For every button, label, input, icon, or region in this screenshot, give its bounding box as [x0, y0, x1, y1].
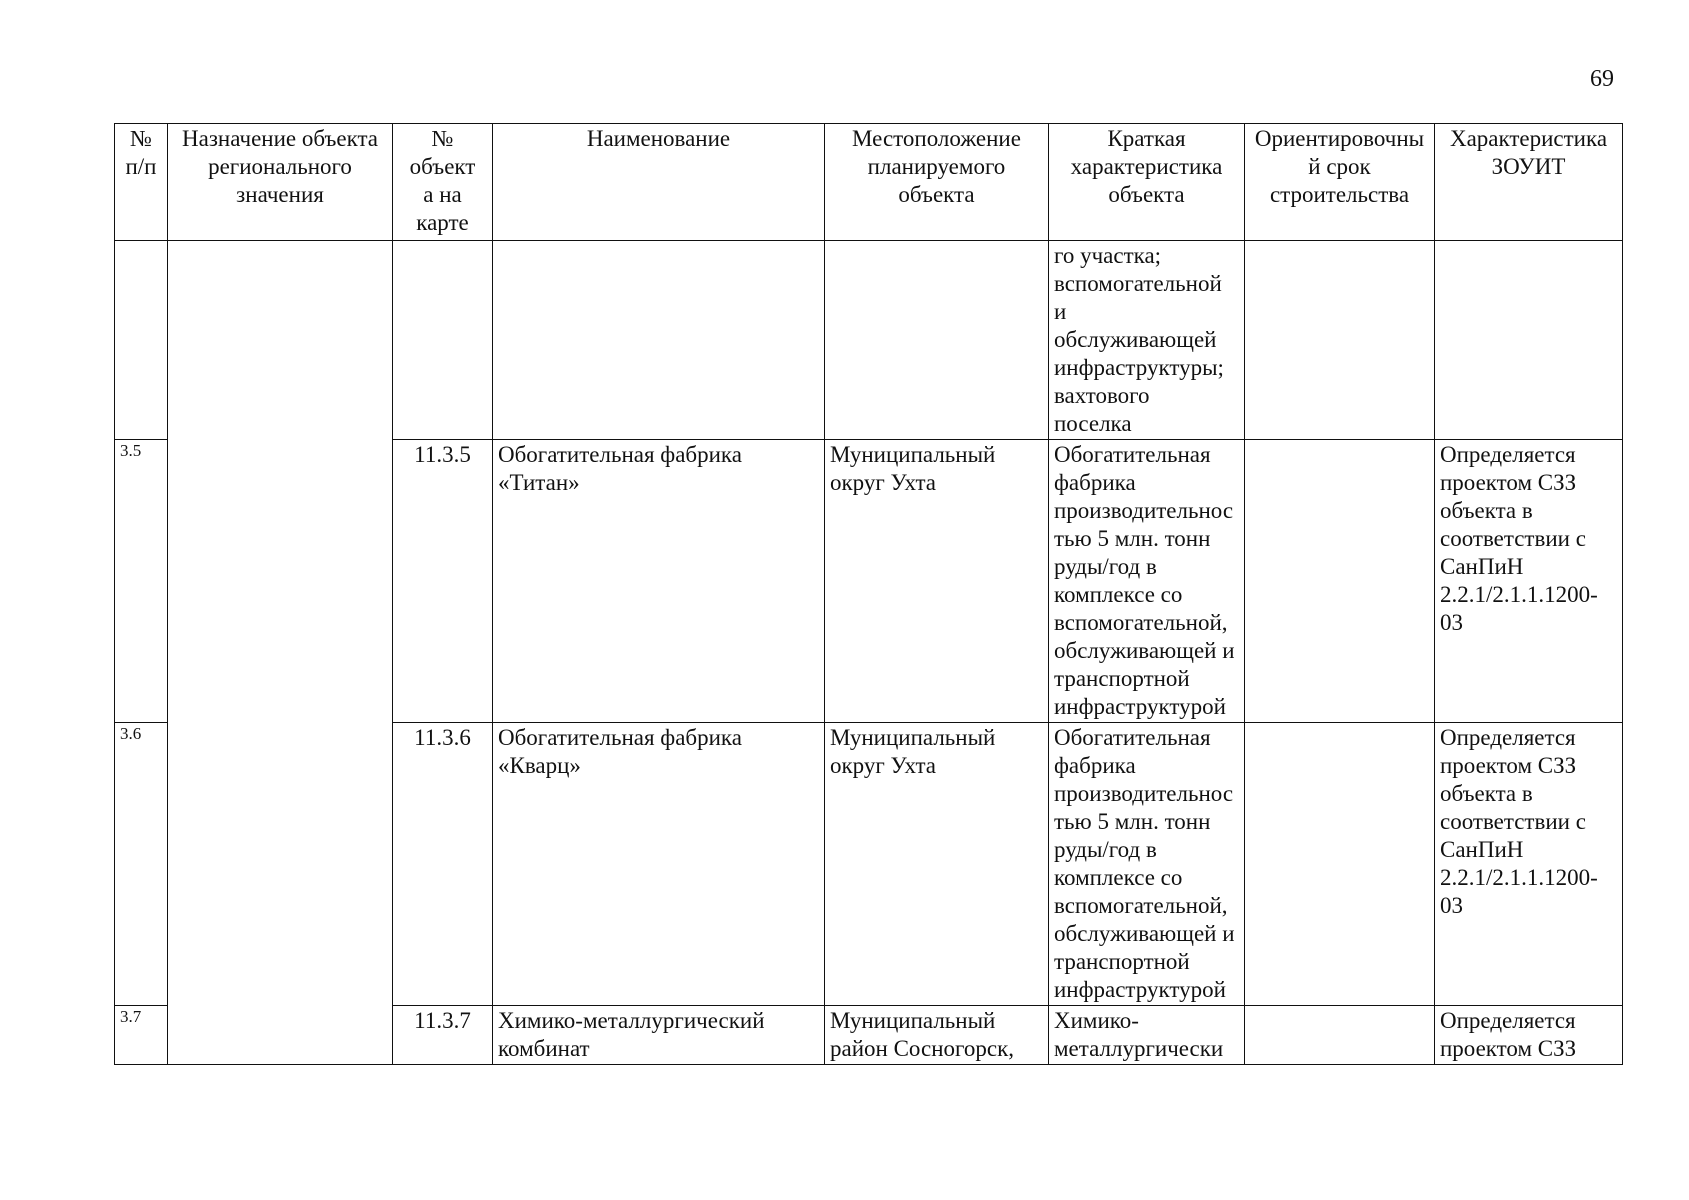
cell-map-num	[393, 241, 493, 440]
cell-num	[115, 241, 168, 440]
header-zouit: Характеристика ЗОУИТ	[1435, 124, 1623, 241]
cell-term	[1245, 1006, 1435, 1065]
cell-name: Обогатительная фабрика «Кварц»	[493, 723, 825, 1006]
cell-purpose-merged	[168, 241, 393, 1065]
page-number: 69	[1590, 66, 1614, 92]
cell-term	[1245, 723, 1435, 1006]
cell-map-num: 11.3.7	[393, 1006, 493, 1065]
cell-term	[1245, 440, 1435, 723]
table-row-continuation	[115, 241, 1623, 440]
cell-num: 3.6	[115, 723, 168, 1006]
header-location: Местоположение планируемого объекта	[825, 124, 1049, 241]
header-row-number: № п/п	[115, 124, 168, 241]
table-header-row	[115, 124, 1623, 241]
cell-name: Химико-металлургический комбинат	[493, 1006, 825, 1065]
cell-zouit	[1435, 241, 1623, 440]
cell-description: Обогатительная фабрика производительнос тью 5 млн. тонн руды/год в комплексе со вспомогательной, обслуживающей и транспортной инфраструктурой	[1049, 723, 1245, 1006]
cell-map-num: 11.3.6	[393, 723, 493, 1006]
cell-description: Обогатительная фабрика производительнос тью 5 млн. тонн руды/год в комплексе со вспомогательной, обслуживающей и транспортной инфраструктурой	[1049, 440, 1245, 723]
cell-description: Химико- металлургически	[1049, 1006, 1245, 1065]
cell-location: Муниципальный округ Ухта	[825, 440, 1049, 723]
cell-location: Муниципальный округ Ухта	[825, 723, 1049, 1006]
cell-description-continuation: го участка; вспомогательной и обслуживающей инфраструктуры; вахтового поселка	[1049, 241, 1245, 440]
cell-zouit: Определяется проектом СЗЗ	[1435, 1006, 1623, 1065]
cell-location	[825, 241, 1049, 440]
header-map-number: № объект а на карте	[393, 124, 493, 241]
header-name: Наименование	[493, 124, 825, 241]
cell-num: 3.7	[115, 1006, 168, 1065]
header-description: Краткая характеристика объекта	[1049, 124, 1245, 241]
header-term: Ориентировочны й срок строительства	[1245, 124, 1435, 241]
cell-location: Муниципальный район Сосногорск,	[825, 1006, 1049, 1065]
cell-num: 3.5	[115, 440, 168, 723]
cell-name	[493, 241, 825, 440]
cell-term	[1245, 241, 1435, 440]
regional-objects-table	[114, 123, 1623, 1065]
cell-zouit: Определяется проектом СЗЗ объекта в соответствии с СанПиН 2.2.1/2.1.1.1200-03	[1435, 440, 1623, 723]
cell-name: Обогатительная фабрика «Титан»	[493, 440, 825, 723]
header-purpose: Назначение объекта регионального значения	[168, 124, 393, 241]
cell-zouit: Определяется проектом СЗЗ объекта в соответствии с СанПиН 2.2.1/2.1.1.1200-03	[1435, 723, 1623, 1006]
cell-map-num: 11.3.5	[393, 440, 493, 723]
